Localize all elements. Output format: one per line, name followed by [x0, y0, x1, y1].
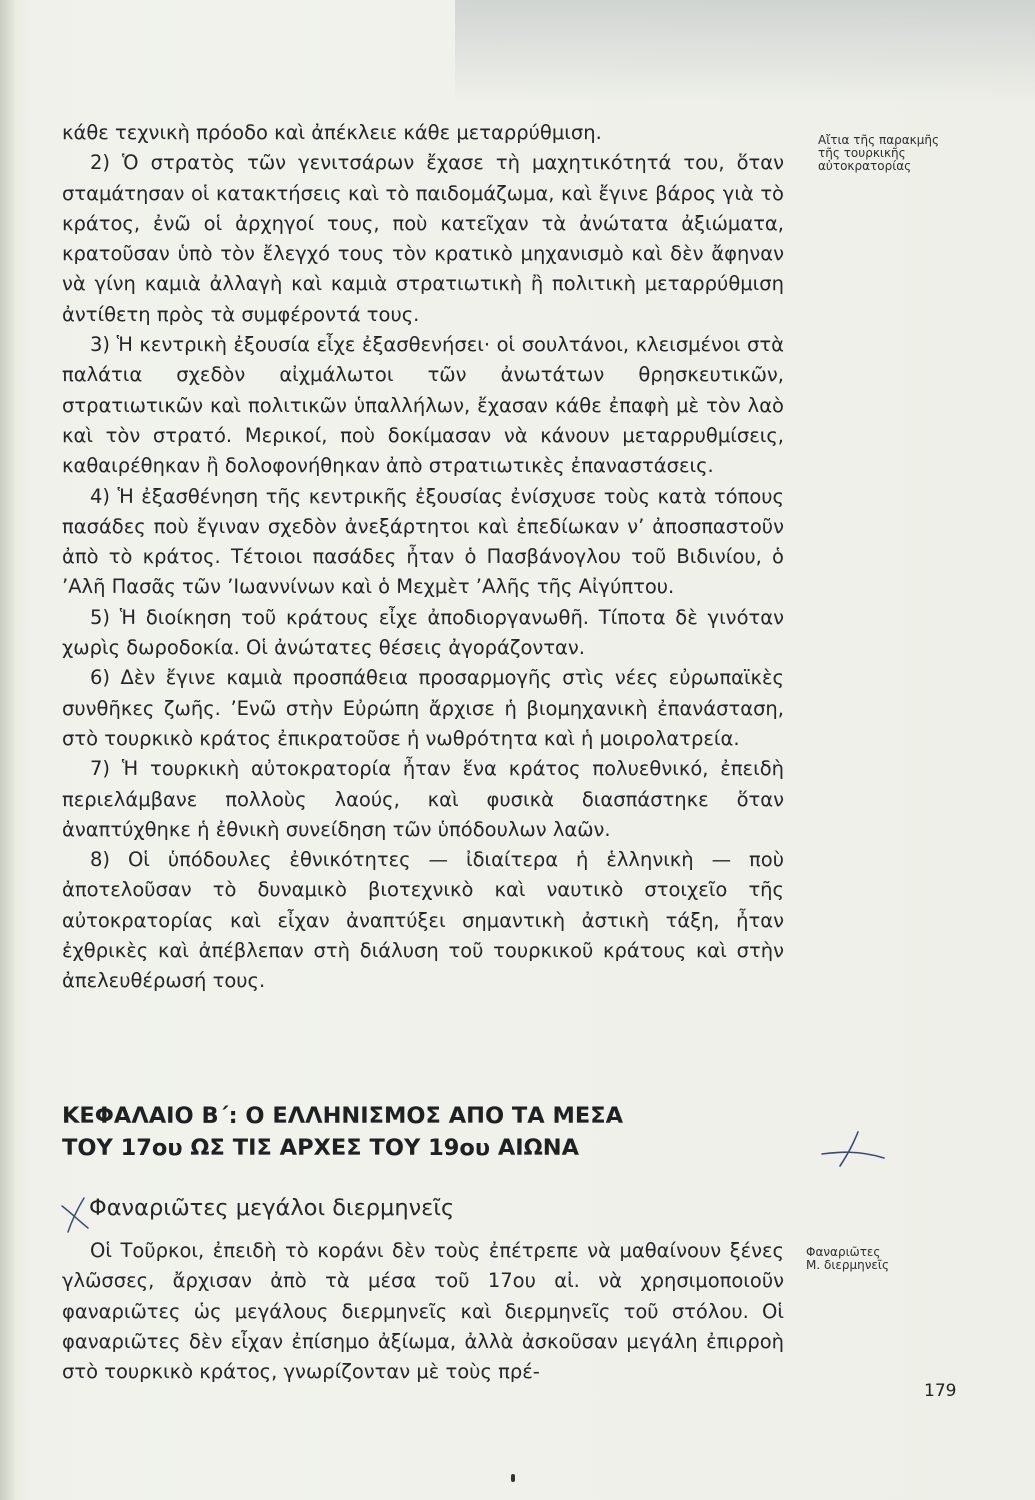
pen-cross-mark-icon [818, 1128, 888, 1170]
binding-edge [0, 0, 14, 1500]
margin-note-line: Μ. διερμηνεῖς [806, 1258, 890, 1272]
margin-note-line: Φαναριῶτες [806, 1245, 881, 1259]
section-title: Φαναριῶτες μεγάλοι διερμηνεῖς [89, 1195, 455, 1221]
page-number: 179 [924, 1381, 957, 1401]
paragraph-cause-8: 8) Οἱ ὑπόδουλες ἐθνικότητες — ἰδιαίτερα ἡ ἑλληνικὴ — ποὺ ἀποτελοῦσαν τὸ δυναμικὸ βιοτεχνικὸ καὶ ναυτικὸ στοιχεῖο τῆς αὐτοκρατορίας καὶ εἶχαν ἀναπτύξει σημαντικὴ ἀστικὴ τάξη, ἦταν ἐχθρικὲς καὶ ἀπέβλεπαν στὴ διάλυση τοῦ τουρκικοῦ κράτους καὶ στὴν ἀπελευθέρωσή τους. [62, 848, 784, 993]
paragraph-cause-5: 5) Ἡ διοίκηση τοῦ κράτους εἶχε ἀποδιοργανωθῆ. Τίποτα δὲ γινόταν χωρὶς δωροδοκία. Οἱ ἀνώτατες θέσεις ἀγοράζονταν. [62, 605, 784, 660]
chapter-title-line-2: ΤΟΥ 17ου ΩΣ ΤΙΣ ΑΡΧΕΣ ΤΟΥ 19ου ΑΙΩΝΑ [62, 1135, 580, 1161]
margin-note-line: τῆς τουρκικῆς [818, 146, 906, 160]
paragraph-continuation: κάθε τεχνικὴ πρόοδο καὶ ἀπέκλειε κάθε μεταρρύθμιση. [62, 121, 602, 144]
margin-note-causes [818, 134, 988, 173]
margin-note-line: αὐτοκρατορίας [818, 159, 912, 173]
chapter-title-line-1: ΚΕΦΑΛΑΙΟ Β΄: Ο ΕΛΛΗΝΙΣΜΟΣ ΑΠΟ ΤΑ ΜΕΣΑ [62, 1103, 624, 1129]
pen-dot-icon [511, 1474, 515, 1482]
paragraph-cause-2: 2) Ὁ στρατὸς τῶν γενιτσάρων ἔχασε τὴ μαχητικότητά του, ὅταν σταμάτησαν οἱ κατακτήσεις καὶ τὸ παιδομάζωμα, καὶ ἔγινε βάρος γιὰ τὸ κράτος, ἐνῶ οἱ ἀρχηγοί τους, ποὺ κατεῖχαν τὰ ἀνώτατα ἀξιώματα, κρατοῦσαν ὑπὸ τὸν ἔλεγχό τους τὸν κρατικὸ μηχανισμὸ καὶ δὲν ἄφηναν νὰ γίνη καμιὰ ἀλλαγὴ καὶ καμιὰ στρατιωτικὴ ἢ πολιτικὴ μεταρρύθμιση ἀντίθετη πρὸς τὰ συμφέροντά τους. [62, 151, 784, 326]
paragraph-phanariots: Οἱ Τοῦρκοι, ἐπειδὴ τὸ κοράνι δὲν τοὺς ἐπέτρεπε νὰ μαθαίνουν ξένες γλῶσσες, ἄρχισαν ἀπὸ τὰ μέσα τοῦ 17ου αἰ. νὰ χρησιμοποιοῦν φαναριῶτες ὡς μεγάλους διερμηνεῖς καὶ διερμηνεῖς τοῦ στόλου. Οἱ φαναριῶτες δὲν εἶχαν ἐπίσημο ἀξίωμα, ἀλλὰ ἀσκοῦσαν μεγάλη ἐπιρροὴ στὸ τουρκικὸ κράτος, γνωρίζονταν μὲ τοὺς πρέ- [62, 1239, 784, 1384]
margin-note-phanariots [806, 1246, 976, 1272]
main-text [62, 118, 784, 997]
pen-cross-mark-icon [58, 1194, 92, 1234]
margin-note-line: Αἴτια τῆς παρακμῆς [818, 133, 939, 147]
paragraph-cause-7: 7) Ἡ τουρκικὴ αὐτοκρατορία ἦταν ἕνα κράτος πολυεθνικό, ἐπειδὴ περιελάμβανε πολλοὺς λαούς, καὶ φυσικὰ διασπάστηκε ὅταν ἀναπτύχθηκε ἡ ἐθνικὴ συνείδηση τῶν ὑπόδουλων λαῶν. [62, 757, 784, 841]
paragraph-cause-4: 4) Ἡ ἐξασθένηση τῆς κεντρικῆς ἐξουσίας ἐνίσχυσε τοὺς κατὰ τόπους πασάδες ποὺ ἔγιναν σχεδὸν ἀνεξάρτητοι καὶ ἐπεδίωκαν ν’ ἀποσπαστοῦν ἀπὸ τὸ κράτος. Τέτοιοι πασάδες ἦταν ὁ Πασβάνογλου τοῦ Βιδινίου, ὁ ’Αλῆ Πασᾶς τῶν ’Ιωαννίνων καὶ ὁ Μεχμὲτ ’Αλῆς τῆς Αἰγύπτου. [62, 484, 784, 599]
paragraph-cause-6: 6) Δὲν ἔγινε καμιὰ προσπάθεια προσαρμογῆς στὶς νέες εὐρωπαϊκὲς συνθῆκες ζωῆς. ’Ενῶ στὴν Εὐρώπη ἄρχισε ἡ βιομηχανικὴ ἐπανάσταση, στὸ τουρκικὸ κράτος ἐπικρατοῦσε ἡ νωθρότητα καὶ ἡ μοιρολατρεία. [62, 666, 784, 750]
paragraph-cause-3: 3) Ἡ κεντρικὴ ἐξουσία εἶχε ἐξασθενήσει· οἱ σουλτάνοι, κλεισμένοι στὰ παλάτια σχεδὸν αἰχμάλωτοι τῶν ἀνωτάτων θρησκευτικῶν, στρατιωτικῶν καὶ πολιτικῶν ὑπαλλήλων, ἔχασαν κάθε ἐπαφὴ μὲ τὸν λαὸ καὶ τὸν στρατό. Μερικοί, ποὺ δοκίμασαν νὰ κάνουν μεταρρυθμίσεις, καθαιρέθηκαν ἢ δολοφονήθηκαν ἀπὸ στρατιωτικὲς ἐπαναστάσεις. [62, 333, 784, 478]
section-text [62, 1236, 784, 1387]
chapter-title [62, 1100, 822, 1164]
show-through-image [455, 0, 1035, 105]
